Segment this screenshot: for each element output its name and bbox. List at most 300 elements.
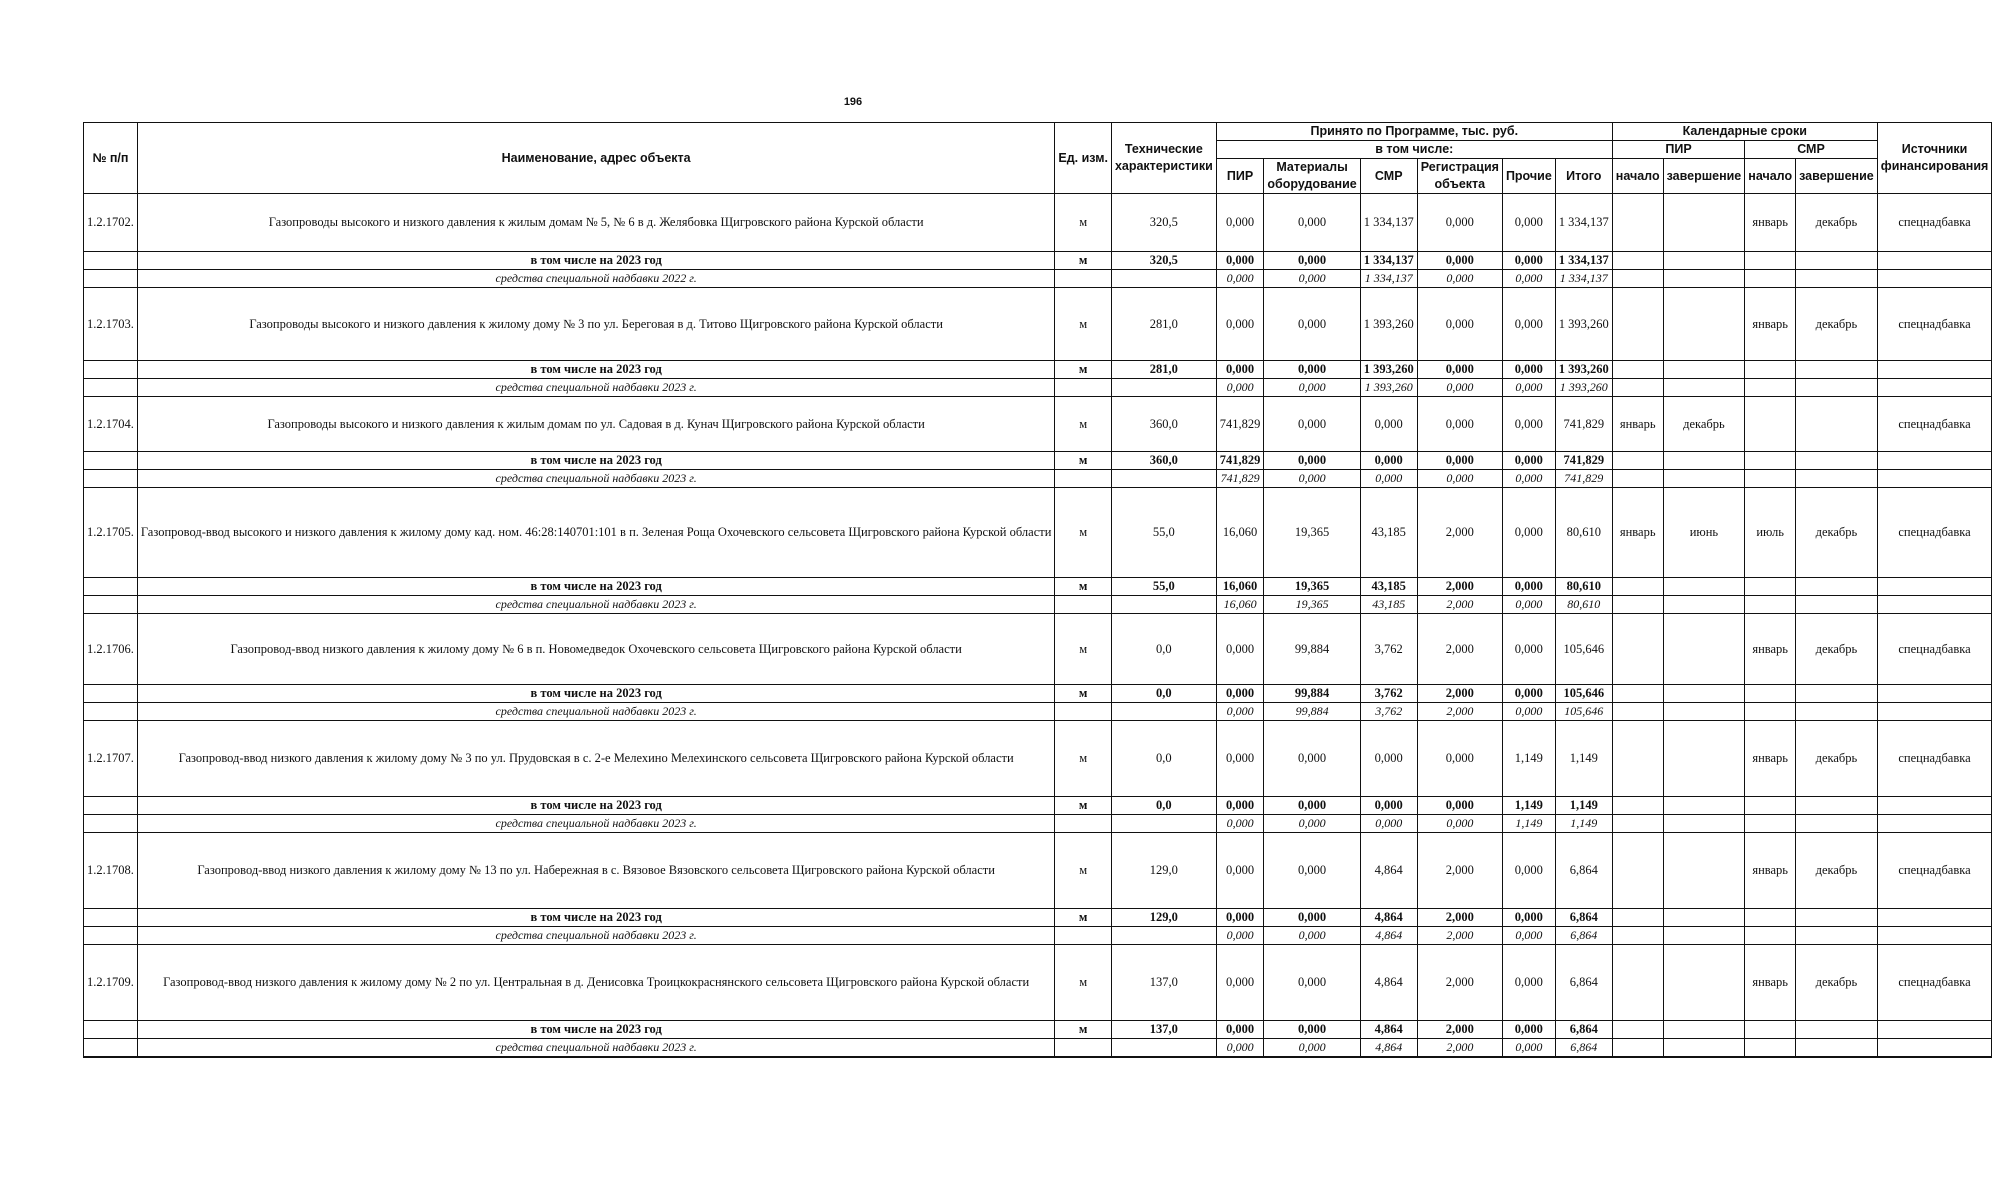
empty-cell [1796,927,1878,945]
empty-cell [1055,470,1112,488]
year-total-tech: 320,5 [1111,252,1216,270]
header-tech: Технические характеристики [1111,123,1216,194]
empty-cell [1796,1039,1878,1058]
empty-cell [84,452,138,470]
year-total-tech: 281,0 [1111,361,1216,379]
funding-source-value: 0,000 [1417,270,1502,288]
smr-start-cell: январь [1745,945,1796,1021]
funding-source-value: 0,000 [1264,470,1360,488]
empty-cell [1877,252,1992,270]
funding-source-value: 0,000 [1360,815,1417,833]
smr-start-cell: январь [1745,614,1796,685]
header-name: Наименование, адрес объекта [137,123,1055,194]
funding-source-value: 0,000 [1216,379,1264,397]
tech-cell: 0,0 [1111,614,1216,685]
year-total-tech: 137,0 [1111,1021,1216,1039]
pir-cell: 0,000 [1216,614,1264,685]
year-total-unit: м [1055,1021,1112,1039]
total-cell: 6,864 [1555,833,1612,909]
year-total-value: 0,000 [1264,909,1360,927]
empty-cell [1796,909,1878,927]
year-total-value: 741,829 [1216,452,1264,470]
empty-cell [1745,685,1796,703]
empty-cell [1663,909,1745,927]
table-body [84,194,1992,1058]
unit-cell: м [1055,488,1112,578]
table-row [84,833,1992,909]
total-cell: 741,829 [1555,397,1612,452]
empty-cell [1612,685,1663,703]
empty-cell [1663,578,1745,596]
header-pir: ПИР [1216,159,1264,194]
row-number: 1.2.1704. [84,397,138,452]
empty-cell [1612,578,1663,596]
year-total-value: 16,060 [1216,578,1264,596]
pir-cell: 0,000 [1216,721,1264,797]
other-cell: 0,000 [1502,288,1555,361]
funding-source-row [84,703,1992,721]
registration-cell: 2,000 [1417,945,1502,1021]
empty-cell [1111,815,1216,833]
smr-cell: 0,000 [1360,721,1417,797]
year-total-value: 0,000 [1502,909,1555,927]
funding-source-value: 0,000 [1264,1039,1360,1058]
smr-end-cell: декабрь [1796,721,1878,797]
source-cell: спецнадбавка [1877,397,1992,452]
tech-cell: 360,0 [1111,397,1216,452]
row-number: 1.2.1708. [84,833,138,909]
total-cell: 1 334,137 [1555,194,1612,252]
year-total-value: 80,610 [1555,578,1612,596]
row-number: 1.2.1705. [84,488,138,578]
year-total-value: 2,000 [1417,578,1502,596]
empty-cell [1663,927,1745,945]
empty-cell [1612,452,1663,470]
year-total-value: 1 393,260 [1555,361,1612,379]
year-total-value: 0,000 [1264,797,1360,815]
tech-cell: 320,5 [1111,194,1216,252]
empty-cell [1663,685,1745,703]
year-total-label: в том числе на 2023 год [137,909,1055,927]
pir-start-cell: январь [1612,397,1663,452]
registration-cell: 2,000 [1417,614,1502,685]
empty-cell [84,815,138,833]
empty-cell [1663,470,1745,488]
empty-cell [1612,703,1663,721]
empty-cell [1055,596,1112,614]
empty-cell [1111,596,1216,614]
registration-cell: 0,000 [1417,194,1502,252]
pir-start-cell: январь [1612,488,1663,578]
empty-cell [1663,452,1745,470]
year-total-value: 99,884 [1264,685,1360,703]
empty-cell [1612,270,1663,288]
year-total-value: 0,000 [1360,797,1417,815]
header-smr-start: начало [1745,159,1796,194]
pir-cell: 0,000 [1216,945,1264,1021]
year-total-value: 0,000 [1502,1021,1555,1039]
empty-cell [1055,379,1112,397]
funding-source-value: 0,000 [1502,1039,1555,1058]
empty-cell [1745,1021,1796,1039]
smr-start-cell: июль [1745,488,1796,578]
empty-cell [84,703,138,721]
funding-source-value: 0,000 [1502,927,1555,945]
funding-source-value: 4,864 [1360,927,1417,945]
year-total-value: 0,000 [1502,578,1555,596]
empty-cell [1796,596,1878,614]
empty-cell [1663,1021,1745,1039]
unit-cell: м [1055,833,1112,909]
funding-source-row [84,815,1992,833]
source-cell: спецнадбавка [1877,945,1992,1021]
empty-cell [1663,1039,1745,1058]
pir-end-cell [1663,945,1745,1021]
empty-cell [1796,270,1878,288]
empty-cell [1745,815,1796,833]
empty-cell [1663,252,1745,270]
year-total-value: 0,000 [1502,252,1555,270]
funding-source-value: 0,000 [1417,815,1502,833]
tech-cell: 129,0 [1111,833,1216,909]
tech-cell: 137,0 [1111,945,1216,1021]
empty-cell [1877,815,1992,833]
funding-source-label: средства специальной надбавки 2023 г. [137,470,1055,488]
funding-source-value: 19,365 [1264,596,1360,614]
header-num: № п/п [84,123,138,194]
year-total-row [84,909,1992,927]
empty-cell [1796,578,1878,596]
empty-cell [84,252,138,270]
total-cell: 1 393,260 [1555,288,1612,361]
empty-cell [84,379,138,397]
pir-cell: 0,000 [1216,288,1264,361]
empty-cell [1745,909,1796,927]
empty-cell [84,1021,138,1039]
empty-cell [1796,361,1878,379]
source-cell: спецнадбавка [1877,288,1992,361]
year-total-value: 0,000 [1360,452,1417,470]
year-total-value: 0,000 [1216,685,1264,703]
year-total-row [84,452,1992,470]
year-total-value: 0,000 [1216,797,1264,815]
smr-end-cell: декабрь [1796,945,1878,1021]
year-total-label: в том числе на 2023 год [137,1021,1055,1039]
year-total-value: 1 334,137 [1360,252,1417,270]
object-name: Газопровод-ввод низкого давления к жилому дому № 3 по ул. Прудовская в с. 2-е Мелехино Мелехинского сельсовета Щигровского района Курской области [137,721,1055,797]
smr-start-cell: январь [1745,833,1796,909]
empty-cell [1111,1039,1216,1058]
materials-cell: 0,000 [1264,945,1360,1021]
empty-cell [84,909,138,927]
empty-cell [84,596,138,614]
header-accepted: Принято по Программе, тыс. руб. [1216,123,1612,141]
empty-cell [1796,797,1878,815]
funding-source-value: 0,000 [1502,703,1555,721]
empty-cell [1745,578,1796,596]
year-total-value: 4,864 [1360,1021,1417,1039]
year-total-row [84,797,1992,815]
funding-source-value: 0,000 [1502,470,1555,488]
funding-source-value: 1 393,260 [1555,379,1612,397]
year-total-value: 0,000 [1417,252,1502,270]
materials-cell: 19,365 [1264,488,1360,578]
funding-source-label: средства специальной надбавки 2023 г. [137,379,1055,397]
empty-cell [1612,815,1663,833]
other-cell: 0,000 [1502,945,1555,1021]
object-name: Газопровод-ввод низкого давления к жилому дому № 2 по ул. Центральная в д. Денисовка Троицкокраснянского сельсовета Щигровского района Курской области [137,945,1055,1021]
year-total-label: в том числе на 2023 год [137,252,1055,270]
tech-cell: 0,0 [1111,721,1216,797]
year-total-label: в том числе на 2023 год [137,361,1055,379]
program-table [83,122,1992,1058]
empty-cell [1663,270,1745,288]
registration-cell: 2,000 [1417,488,1502,578]
pir-end-cell [1663,721,1745,797]
empty-cell [1796,815,1878,833]
year-total-value: 0,000 [1417,452,1502,470]
empty-cell [1111,703,1216,721]
empty-cell [1612,379,1663,397]
page-number: 196 [843,96,863,108]
smr-cell: 1 393,260 [1360,288,1417,361]
funding-source-value: 3,762 [1360,703,1417,721]
funding-source-value: 741,829 [1216,470,1264,488]
empty-cell [1663,797,1745,815]
funding-source-value: 2,000 [1417,927,1502,945]
empty-cell [84,470,138,488]
pir-end-cell [1663,614,1745,685]
header-pir-start: начало [1612,159,1663,194]
empty-cell [1877,685,1992,703]
header-unit: Ед. изм. [1055,123,1112,194]
year-total-tech: 0,0 [1111,685,1216,703]
empty-cell [1612,361,1663,379]
empty-cell [1877,797,1992,815]
empty-cell [1877,1021,1992,1039]
year-total-value: 2,000 [1417,685,1502,703]
smr-cell: 0,000 [1360,397,1417,452]
other-cell: 0,000 [1502,488,1555,578]
pir-start-cell [1612,288,1663,361]
registration-cell: 2,000 [1417,833,1502,909]
year-total-value: 4,864 [1360,909,1417,927]
year-total-value: 0,000 [1216,1021,1264,1039]
funding-source-value: 6,864 [1555,927,1612,945]
smr-start-cell: январь [1745,194,1796,252]
year-total-tech: 129,0 [1111,909,1216,927]
year-total-value: 43,185 [1360,578,1417,596]
table-row [84,288,1992,361]
source-cell: спецнадбавка [1877,721,1992,797]
empty-cell [84,578,138,596]
smr-end-cell: декабрь [1796,194,1878,252]
smr-start-cell [1745,397,1796,452]
registration-cell: 0,000 [1417,721,1502,797]
year-total-value: 105,646 [1555,685,1612,703]
smr-cell: 1 334,137 [1360,194,1417,252]
empty-cell [1612,470,1663,488]
unit-cell: м [1055,721,1112,797]
smr-start-cell: январь [1745,721,1796,797]
year-total-row [84,361,1992,379]
year-total-value: 1,149 [1502,797,1555,815]
funding-source-value: 1,149 [1555,815,1612,833]
empty-cell [1745,927,1796,945]
empty-cell [1745,470,1796,488]
year-total-value: 1,149 [1555,797,1612,815]
empty-cell [1877,452,1992,470]
empty-cell [1612,1039,1663,1058]
header-sources: Источники финансирования [1877,123,1992,194]
funding-source-value: 1,149 [1502,815,1555,833]
pir-start-cell [1612,614,1663,685]
empty-cell [1612,797,1663,815]
empty-cell [1796,452,1878,470]
empty-cell [1745,270,1796,288]
other-cell: 1,149 [1502,721,1555,797]
funding-source-row [84,470,1992,488]
row-number: 1.2.1703. [84,288,138,361]
year-total-value: 1 393,260 [1360,361,1417,379]
year-total-label: в том числе на 2023 год [137,797,1055,815]
materials-cell: 0,000 [1264,721,1360,797]
year-total-unit: м [1055,685,1112,703]
pir-cell: 16,060 [1216,488,1264,578]
funding-source-value: 741,829 [1555,470,1612,488]
object-name: Газопровод-ввод низкого давления к жилому дому № 13 по ул. Набережная в с. Вязовое Вязовского сельсовета Щигровского района Курской области [137,833,1055,909]
header-other: Прочие [1502,159,1555,194]
empty-cell [1111,470,1216,488]
row-number: 1.2.1709. [84,945,138,1021]
header-smr: СМР [1360,159,1417,194]
funding-source-value: 105,646 [1555,703,1612,721]
funding-source-value: 0,000 [1502,379,1555,397]
empty-cell [1796,685,1878,703]
funding-source-value: 0,000 [1264,270,1360,288]
total-cell: 6,864 [1555,945,1612,1021]
empty-cell [1055,270,1112,288]
funding-source-value: 0,000 [1502,596,1555,614]
funding-source-value: 1 393,260 [1360,379,1417,397]
funding-source-value: 0,000 [1216,270,1264,288]
pir-cell: 0,000 [1216,194,1264,252]
object-name: Газопроводы высокого и низкого давления к жилым домам по ул. Садовая в д. Кунач Щигровского района Курской области [137,397,1055,452]
smr-start-cell: январь [1745,288,1796,361]
table-row [84,945,1992,1021]
funding-source-value: 4,864 [1360,1039,1417,1058]
empty-cell [1612,909,1663,927]
empty-cell [1111,270,1216,288]
smr-end-cell: декабрь [1796,488,1878,578]
source-cell: спецнадбавка [1877,488,1992,578]
funding-source-value: 1 334,137 [1360,270,1417,288]
empty-cell [1745,452,1796,470]
year-total-value: 0,000 [1417,361,1502,379]
source-cell: спецнадбавка [1877,194,1992,252]
empty-cell [1111,927,1216,945]
funding-source-value: 0,000 [1264,379,1360,397]
funding-source-value: 80,610 [1555,596,1612,614]
year-total-value: 0,000 [1216,252,1264,270]
funding-source-value: 6,864 [1555,1039,1612,1058]
year-total-value: 3,762 [1360,685,1417,703]
header-smr-end: завершение [1796,159,1878,194]
funding-source-value: 0,000 [1360,470,1417,488]
row-number: 1.2.1706. [84,614,138,685]
empty-cell [84,797,138,815]
funding-source-value: 0,000 [1417,379,1502,397]
year-total-value: 0,000 [1264,1021,1360,1039]
empty-cell [1055,703,1112,721]
funding-source-value: 2,000 [1417,703,1502,721]
funding-source-value: 0,000 [1502,270,1555,288]
empty-cell [1877,379,1992,397]
funding-source-label: средства специальной надбавки 2023 г. [137,815,1055,833]
funding-source-label: средства специальной надбавки 2023 г. [137,596,1055,614]
header-calendar: Календарные сроки [1612,123,1877,141]
funding-source-row [84,379,1992,397]
funding-source-value: 0,000 [1216,703,1264,721]
pir-end-cell [1663,194,1745,252]
year-total-value: 6,864 [1555,909,1612,927]
smr-cell: 43,185 [1360,488,1417,578]
header-total: Итого [1555,159,1612,194]
year-total-value: 0,000 [1502,685,1555,703]
year-total-row [84,252,1992,270]
unit-cell: м [1055,397,1112,452]
funding-source-value: 0,000 [1216,815,1264,833]
empty-cell [1877,927,1992,945]
header-pir-end: завершение [1663,159,1745,194]
year-total-value: 2,000 [1417,1021,1502,1039]
empty-cell [1877,909,1992,927]
funding-source-value: 43,185 [1360,596,1417,614]
other-cell: 0,000 [1502,833,1555,909]
empty-cell [1877,578,1992,596]
pir-end-cell: июнь [1663,488,1745,578]
object-name: Газопроводы высокого и низкого давления к жилым домам № 5, № 6 в д. Желябовка Щигровского района Курской области [137,194,1055,252]
empty-cell [1055,1039,1112,1058]
year-total-label: в том числе на 2023 год [137,685,1055,703]
year-total-value: 2,000 [1417,909,1502,927]
empty-cell [1612,596,1663,614]
empty-cell [1796,379,1878,397]
year-total-value: 0,000 [1417,797,1502,815]
year-total-value: 0,000 [1264,361,1360,379]
funding-source-row [84,270,1992,288]
empty-cell [84,685,138,703]
pir-start-cell [1612,721,1663,797]
table-row [84,397,1992,452]
empty-cell [1796,470,1878,488]
empty-cell [84,361,138,379]
row-number: 1.2.1702. [84,194,138,252]
year-total-unit: м [1055,252,1112,270]
empty-cell [1796,252,1878,270]
year-total-value: 1 334,137 [1555,252,1612,270]
funding-source-value: 0,000 [1417,470,1502,488]
year-total-value: 0,000 [1264,252,1360,270]
empty-cell [1877,703,1992,721]
funding-source-label: средства специальной надбавки 2023 г. [137,703,1055,721]
object-name: Газопроводы высокого и низкого давления к жилому дому № 3 по ул. Береговая в д. Титово Щигровского района Курской области [137,288,1055,361]
year-total-value: 0,000 [1502,361,1555,379]
funding-source-value: 0,000 [1264,927,1360,945]
empty-cell [1745,252,1796,270]
funding-source-value: 16,060 [1216,596,1264,614]
year-total-value: 6,864 [1555,1021,1612,1039]
